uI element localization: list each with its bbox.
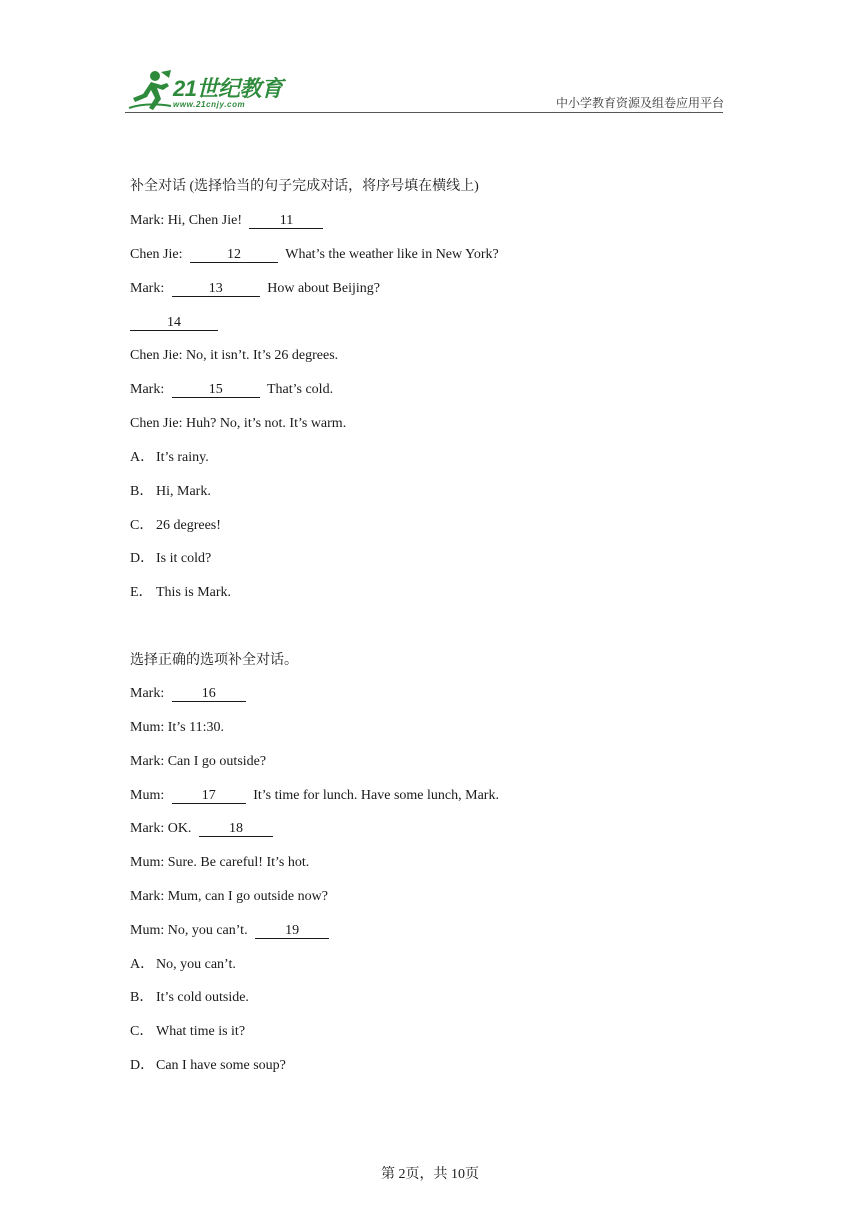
dialogue-line: Chen Jie: Huh? No, it’s not. It’s warm.: [130, 416, 347, 431]
dialogue-line: Mark: Mum, can I go outside now?: [130, 889, 328, 904]
option-item: [130, 956, 236, 974]
runner-logo-icon: [125, 68, 173, 114]
option-text: 26 degrees!: [156, 518, 221, 533]
option-item: [130, 989, 249, 1007]
option-letter: C．: [130, 518, 154, 533]
dialogue-text: It’s time for lunch. Have some lunch, Mark.: [253, 788, 499, 803]
answer-blank[interactable]: 18: [199, 822, 273, 837]
dialogue-text: Mark:: [130, 382, 165, 397]
logo-wordmark: 21世纪教育: [173, 76, 283, 101]
option-item: [130, 517, 221, 535]
dialogue-line: [130, 685, 250, 703]
site-logo: [125, 68, 295, 116]
dialogue-text: How about Beijing?: [267, 281, 380, 296]
section-2-title: 选择正确的选项补全对话。: [130, 653, 298, 668]
option-letter: A．: [130, 957, 155, 972]
option-text: No, you can’t.: [156, 957, 236, 972]
answer-blank[interactable]: 16: [172, 687, 246, 702]
option-item: [130, 449, 209, 467]
header-divider: [125, 112, 723, 113]
option-text: This is Mark.: [156, 585, 232, 600]
dialogue-text: Mum: No, you can’t.: [130, 923, 248, 938]
option-text: It’s cold outside.: [156, 990, 249, 1005]
page-number: 第 2页，共 10页: [381, 1167, 479, 1182]
option-text: Is it cold?: [156, 551, 212, 566]
option-item: [130, 1023, 245, 1041]
option-letter: B．: [130, 484, 154, 499]
option-item: [130, 584, 231, 602]
option-letter: A．: [130, 450, 155, 465]
option-text: It’s rainy.: [156, 450, 209, 465]
option-text: What time is it?: [156, 1024, 246, 1039]
option-letter: D．: [130, 1058, 155, 1073]
option-letter: E．: [130, 585, 153, 600]
dialogue-line: [130, 280, 380, 298]
answer-blank[interactable]: 11: [249, 214, 323, 229]
answer-blank[interactable]: 14: [130, 316, 218, 331]
dialogue-text: What’s the weather like in New York?: [285, 247, 499, 262]
answer-blank[interactable]: 19: [255, 924, 329, 939]
dialogue-text: That’s cold.: [266, 382, 334, 397]
dialogue-line: [130, 820, 277, 838]
option-letter: B．: [130, 990, 154, 1005]
dialogue-text: Chen Jie:: [130, 247, 183, 262]
dialogue-text: Mark: OK.: [130, 821, 192, 836]
dialogue-line: [130, 787, 499, 805]
dialogue-line: [130, 212, 327, 230]
logo-url: www.21cnjy.com: [173, 100, 246, 109]
option-letter: D．: [130, 551, 155, 566]
dialogue-line: Mum: It’s 11:30.: [130, 720, 224, 735]
dialogue-line: Chen Jie: No, it isn’t. It’s 26 degrees.: [130, 348, 339, 363]
dialogue-line: [130, 381, 333, 399]
answer-blank[interactable]: 12: [190, 248, 278, 263]
answer-blank[interactable]: 15: [172, 383, 260, 398]
dialogue-line: [130, 314, 222, 332]
option-item: [130, 550, 211, 568]
option-letter: C．: [130, 1024, 154, 1039]
option-item: [130, 483, 211, 501]
dialogue-line: [130, 246, 499, 264]
dialogue-text: Mark:: [130, 281, 165, 296]
option-item: [130, 1057, 286, 1075]
dialogue-line: [130, 922, 333, 940]
section-1-title: 补全对话 (选择恰当的句子完成对话，将序号填在横线上): [130, 179, 479, 194]
dialogue-text: Mark: Hi, Chen Jie!: [130, 213, 242, 228]
answer-blank[interactable]: 13: [172, 282, 260, 297]
dialogue-line: Mark: Can I go outside?: [130, 754, 267, 769]
dialogue-text: Mum:: [130, 788, 165, 803]
dialogue-text: Mark:: [130, 686, 165, 701]
dialogue-line: Mum: Sure. Be careful! It’s hot.: [130, 855, 310, 870]
option-text: Hi, Mark.: [156, 484, 211, 499]
page-header: [0, 0, 860, 120]
answer-blank[interactable]: 17: [172, 789, 246, 804]
platform-name: 中小学教育资源及组卷应用平台: [555, 96, 724, 110]
option-text: Can I have some soup?: [156, 1058, 286, 1073]
